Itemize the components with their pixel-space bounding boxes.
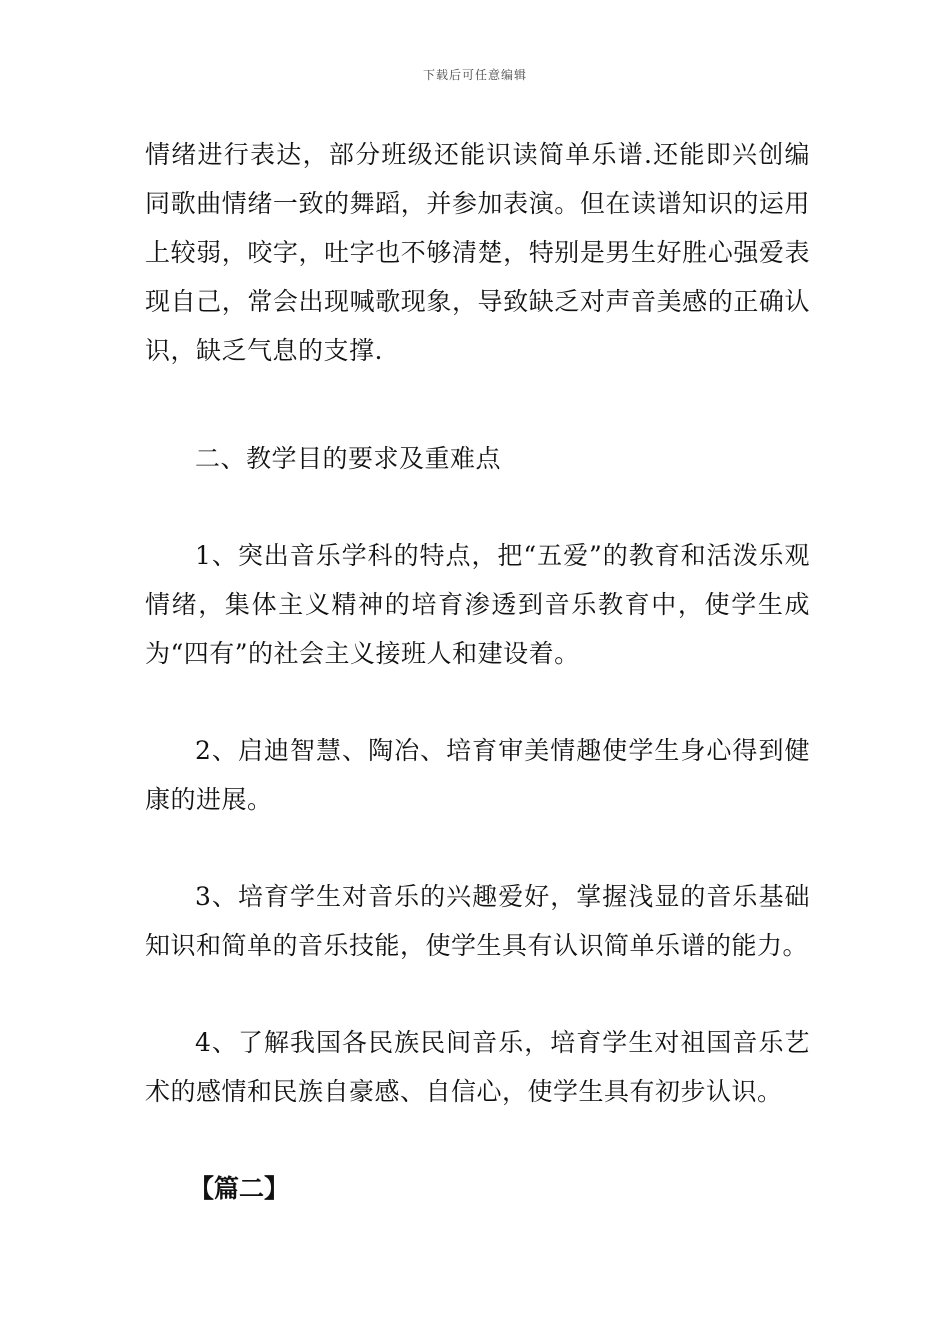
paragraph-spacer [145, 970, 810, 1018]
page-header-note: 下载后可任意编辑 [422, 68, 527, 82]
paragraph-spacer [145, 483, 810, 531]
document-body [145, 130, 810, 1213]
list-item-4: 4、了解我国各民族民间音乐，培育学生对祖国音乐艺术的感情和民族自豪感、自信心，使学生具有初步认识。 [145, 1028, 810, 1106]
next-section-tag: 【篇二】 [189, 1174, 290, 1203]
paragraph-spacer [145, 678, 810, 726]
list-item-3: 3、培育学生对音乐的兴趣爱好，掌握浅显的音乐基础知识和简单的音乐技能，使学生具有认识简单乐谱的能力。 [145, 882, 810, 960]
list-item-2: 2、启迪智慧、陶冶、培育审美情趣使学生身心得到健康的进展。 [145, 736, 810, 814]
paragraph-spacer [145, 824, 810, 872]
intro-paragraph: 情绪进行表达，部分班级还能识读简单乐谱.还能即兴创编同歌曲情绪一致的舞蹈，并参加表演。但在读谱知识的运用上较弱，咬字，吐字也不够清楚，特别是男生好胜心强爱表现自己，常会出现喊歌现象，导致缺乏对声音美感的正确认识，缺乏气息的支撑. [145, 140, 810, 365]
paragraph-spacer [145, 1116, 810, 1164]
list-item-1: 1、突出音乐学科的特点，把“五爱”的教育和活泼乐观情绪，集体主义精神的培育渗透到音乐教育中，使学生成为“四有”的社会主义接班人和建设着。 [145, 541, 810, 668]
section-heading: 二、教学目的要求及重难点 [195, 444, 502, 473]
paragraph-spacer [145, 375, 810, 434]
